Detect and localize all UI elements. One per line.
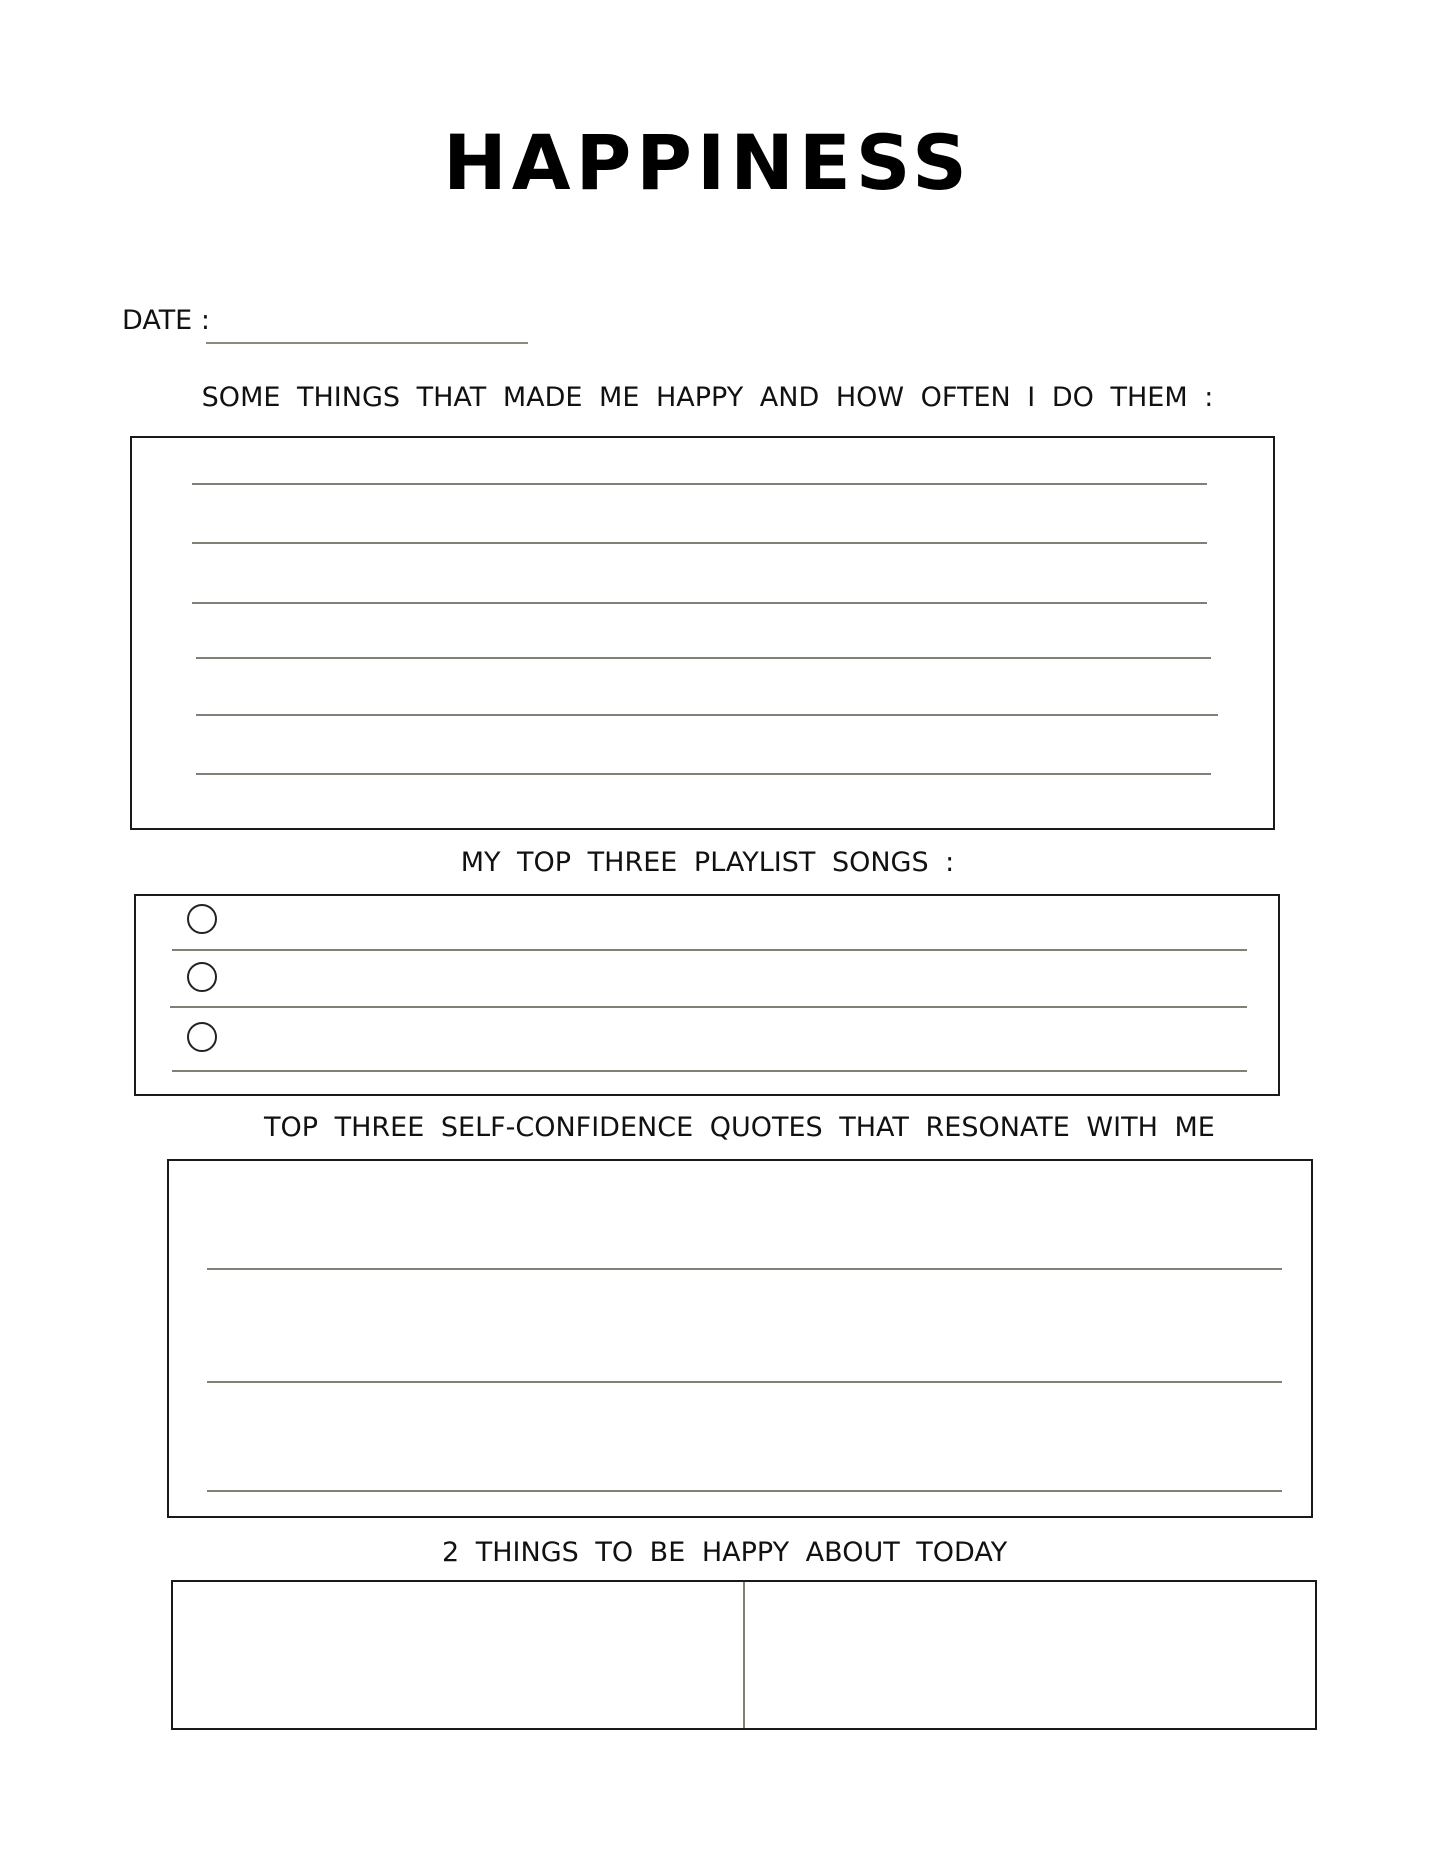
happy-things-heading: SOME THINGS THAT MADE ME HAPPY AND HOW OFTEN I DO THEM : <box>201 382 1214 413</box>
happy-today-heading: 2 THINGS TO BE HAPPY ABOUT TODAY <box>442 1537 1008 1568</box>
date-field[interactable] <box>206 342 528 344</box>
song-3-line[interactable] <box>172 1070 1247 1072</box>
playlist-heading: MY TOP THREE PLAYLIST SONGS : <box>460 847 955 878</box>
happy-things-line-5[interactable] <box>196 714 1218 716</box>
song-2-checkbox[interactable] <box>187 962 217 992</box>
page-title: HAPPINESS <box>443 118 972 207</box>
date-label: DATE : <box>122 305 210 336</box>
happy-things-line-2[interactable] <box>192 542 1207 544</box>
happy-today-item-2[interactable] <box>746 1582 1315 1728</box>
song-2-line[interactable] <box>170 1006 1247 1008</box>
happy-things-line-3[interactable] <box>192 602 1207 604</box>
happy-things-line-6[interactable] <box>196 773 1211 775</box>
quote-1-line[interactable] <box>207 1268 1282 1270</box>
happy-today-divider <box>743 1582 745 1728</box>
happy-things-box <box>130 436 1275 830</box>
happy-things-line-1[interactable] <box>192 483 1207 485</box>
quotes-heading: TOP THREE SELF-CONFIDENCE QUOTES THAT RESONATE WITH ME <box>264 1112 1215 1143</box>
happy-things-line-4[interactable] <box>196 657 1211 659</box>
song-1-line[interactable] <box>172 949 1247 951</box>
song-1-checkbox[interactable] <box>187 904 217 934</box>
happy-today-item-1[interactable] <box>173 1582 743 1728</box>
quote-3-line[interactable] <box>207 1490 1282 1492</box>
quote-2-line[interactable] <box>207 1381 1282 1383</box>
playlist-box <box>134 894 1280 1096</box>
song-3-checkbox[interactable] <box>187 1022 217 1052</box>
happy-today-box <box>171 1580 1317 1730</box>
quotes-box <box>167 1159 1313 1518</box>
